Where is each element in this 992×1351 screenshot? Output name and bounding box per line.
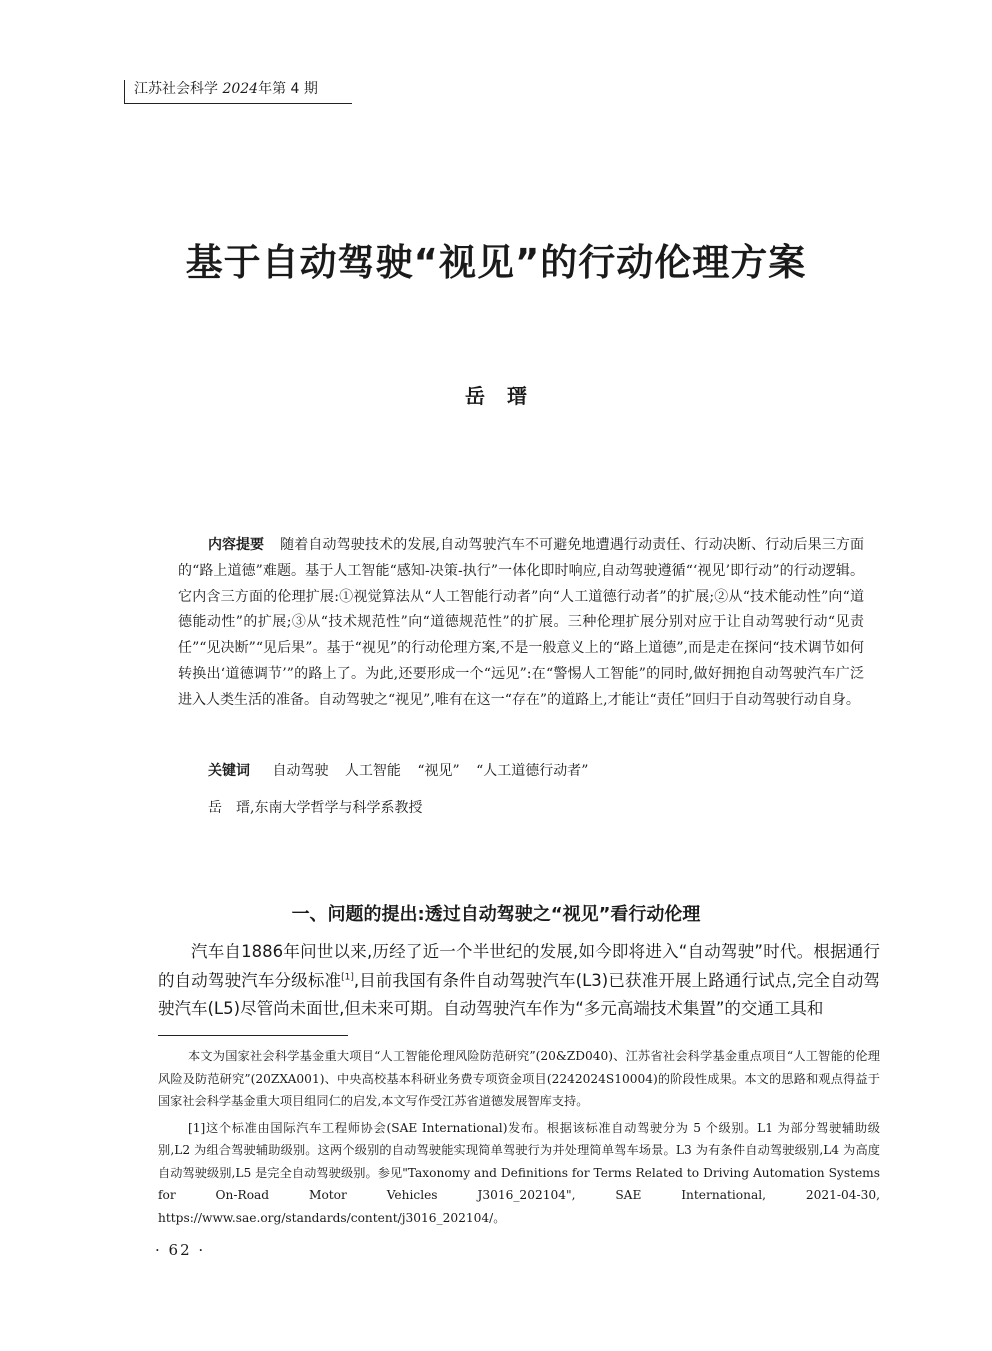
footnote-ref: [1] [341,972,354,982]
author-affiliation: 岳 瑨,东南大学哲学与科学系教授 [208,800,423,816]
keyword: 自动驾驶 [272,763,329,779]
author-name: 岳瑨 [465,384,549,408]
footnotes [158,1045,880,1233]
keywords [208,760,864,782]
abstract-text: 随着自动驾驶技术的发展,自动驾驶汽车不可避免地遭遇行动责任、行动决断、行动后果三方面的“路上道德”难题。基于人工智能“感知-决策-执行”一体化即时响应,自动驾驶遵循“‘视见’即行动”的行动逻辑。它内含三方面的伦理扩展:①视觉算法从“人工智能行动者”向“人工道德行动者”的扩展;②从“技术能动性”向“道德能动性”的扩展;③从“技术规范性”向“道德规范性”的扩展。三种伦理扩展分别对应于让自动驾驶行动“见责任”“见决断”“见后果”。基于“视见”的行动伦理方案,不是一般意义上的“路上道德”,而是走在探问“技术调节如何转换出‘道德调节’”的路上了。为此,还要形成一个“远见”:在“警惕人工智能”的同时,做好拥抱自动驾驶汽车广泛进入人类生活的准备。自动驾驶之“视见”,唯有在这一“存在”的道路上,才能让“责任”回归于自动驾驶行动自身。 [178,537,864,708]
footnote-divider [158,1035,348,1036]
journal-header [124,80,352,104]
keyword: “人工道德行动者” [476,763,589,779]
body-text-part: 汽车自1886年问世以来,历经了近一个半世纪的发展,如今即将进入“自动驾驶”时代。根据通行的自动驾驶汽车分级标准 [158,942,880,990]
footnote-funding: 本文为国家社会科学基金重大项目“人工智能伦理风险防范研究”(20&ZD040)、江苏省社会科学基金重点项目“人工智能的伦理风险及防范研究”(20ZXA001)、中央高校基本科研业务费专项资金项目(2242024S10004)的阶段性成果。本文的思路和观点得益于国家社会科学基金重大项目组同仁的启发,本文写作受江苏省道德发展智库支持。 [158,1049,880,1108]
keywords-label: 关键词 [208,763,250,779]
abstract-label: 内容提要 [208,537,264,553]
article-title: 基于自动驾驶“视见”的行动伦理方案 [185,241,807,284]
journal-issue: 年第 4 期 [258,81,318,97]
journal-name: 江苏社会科学 [134,81,218,97]
body-paragraph [158,938,880,1024]
abstract [178,533,864,714]
keyword: 人工智能 [344,763,401,779]
body-text-part: ,目前我国有条件自动驾驶汽车(L3)已获准开展上路通行试点,完全自动驾驶汽车(L5)尽管尚未面世,但未来可期。自动驾驶汽车作为“多元高端技术集置”的交通工具和 [158,970,880,1018]
section-heading: 一、问题的提出:透过自动驾驶之“视见”看行动伦理 [291,904,701,925]
journal-year: 2024 [222,81,259,97]
page-number: · 62 · [155,1241,206,1259]
footnote-1: [1]这个标准由国际汽车工程师协会(SAE International)发布。根据该标准自动驾驶分为 5 个级别。L1 为部分驾驶辅助级别,L2 为组合驾驶辅助级别。这两个级别的自动驾驶能实现简单驾驶行为并处理简单驾车场景。L3 为有条件自动驾驶级别,L4 为高度自动驾驶级别,L5 是完全自动驾驶级别。参见"Taxonomy and Definitions for Terms Related to Driving Automation Systems for On-Road Motor Vehicles J3016_202104", SAE International, 2021-04-30, https://www.sae.org/standards/content/j3016_202104/。 [158,1120,880,1225]
keyword: “视见” [417,763,460,779]
